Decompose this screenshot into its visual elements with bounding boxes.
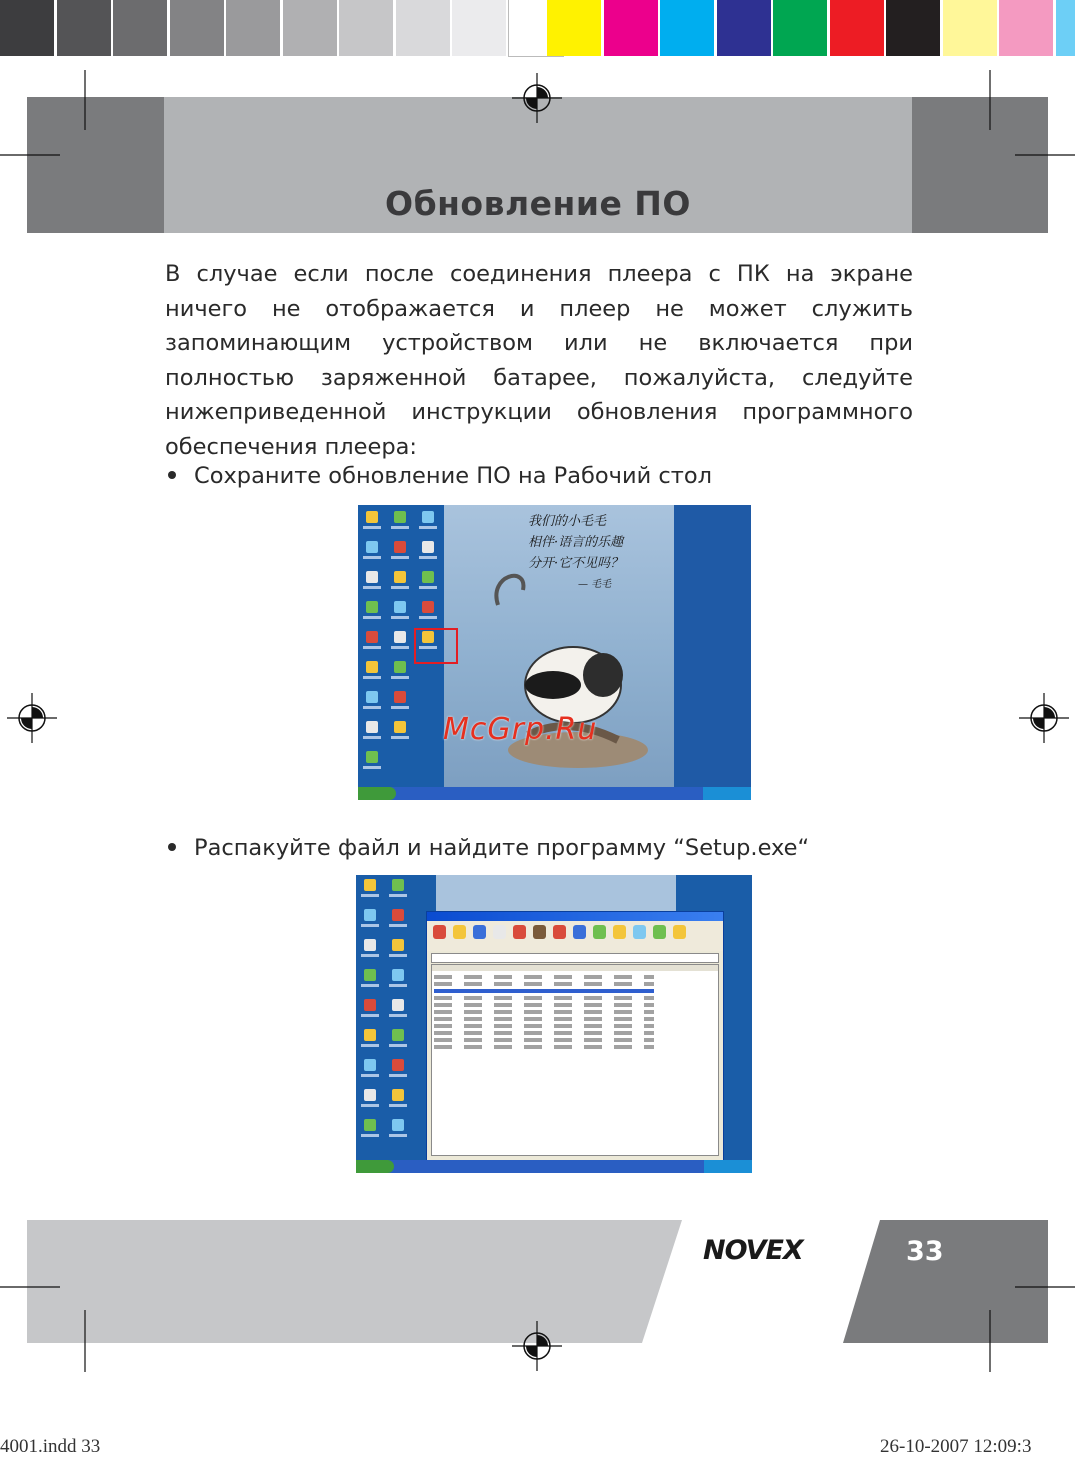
desktop-file-icon [366,571,378,583]
desktop-icon-label [389,1074,407,1077]
highlight-box [414,628,458,664]
desktop-file-icon [366,751,378,763]
registration-mark-icon [7,693,57,743]
toolbar-tool-icon [653,925,666,939]
desktop-icon-label [363,676,381,679]
desktop-file-icon [364,909,376,921]
desktop-file-icon [366,511,378,523]
gray-swatch [226,0,280,56]
desktop-file-icon [392,999,404,1011]
toolbar-tool-icon [473,925,486,939]
desktop-file-icon [422,601,434,613]
toolbar-tool-icon [593,925,606,939]
desktop-file-icon [364,1029,376,1041]
process-swatch [604,0,658,56]
file-row [434,996,654,1000]
desktop-icon-label [361,984,379,987]
desktop-icon-label [419,526,437,529]
desktop-file-icon [364,939,376,951]
toolbar-tool-icon [673,925,686,939]
desktop-file-icon [392,1029,404,1041]
file-row [434,1010,654,1014]
desktop-icon-label [391,616,409,619]
desktop-icon-label [391,646,409,649]
desktop-file-icon [392,939,404,951]
desktop-icon-label [363,586,381,589]
registration-mark-icon [512,73,562,123]
toolbar-tool-icon [553,925,566,939]
start-button [358,787,396,800]
desktop-file-icon [364,1119,376,1131]
file-row [434,989,654,993]
slug-left: 4001.indd 33 [0,1436,101,1457]
watermark: McGrp.Ru [443,712,598,747]
bullet-icon [168,843,176,851]
header-right-block [912,97,1048,233]
desktop-icon-label [391,736,409,739]
color-bar [0,0,1075,58]
bullet-icon [168,471,176,479]
desktop-icon-label [391,556,409,559]
desktop-icon-label [389,1104,407,1107]
toolbar-tool-icon [533,925,546,939]
desktop-file-icon [364,1059,376,1071]
file-row [434,1038,654,1042]
desktop-icon-label [419,616,437,619]
archive-screenshot [356,875,752,1173]
desktop-file-icon [366,541,378,553]
desktop-icon-label [389,984,407,987]
desktop-icon-label [361,1074,379,1077]
toolbar-tool-icon [573,925,586,939]
desktop-icon-label [419,556,437,559]
registration-mark-icon [512,1321,562,1371]
process-swatch [547,0,601,56]
desktop-icon-label [363,556,381,559]
desktop-icon-label [363,766,381,769]
toolbar-tool-icon [453,925,466,939]
gray-swatch [396,0,450,56]
file-row [434,1017,654,1021]
desktop-file-icon [422,511,434,523]
calligraphy-line: — 毛毛 [578,579,612,590]
desktop-file-icon [364,1089,376,1101]
desktop-icon-label [391,586,409,589]
gray-swatch [170,0,224,56]
desktop-icon-label [363,526,381,529]
system-tray [704,1160,752,1173]
desktop-file-icon [394,511,406,523]
desktop-file-icon [366,691,378,703]
header-left-block [27,97,164,233]
desktop-icon-label [363,616,381,619]
process-swatch [1056,0,1075,56]
wallpaper-right-panel [674,505,751,789]
window-titlebar [427,912,723,921]
desktop-file-icon [394,631,406,643]
desktop-file-icon [394,661,406,673]
toolbar-tool-icon [633,925,646,939]
file-row [434,1003,654,1007]
calligraphy-line: 相伴·语言的乐趣 [528,535,624,550]
desktop-icon-label [361,1014,379,1017]
calligraphy-line: 分开·它不见吗？ [528,556,624,571]
desktop-file-icon [392,909,404,921]
address-bar [431,953,719,963]
file-row [434,1045,654,1049]
desktop-icon-label [361,894,379,897]
taskbar [356,1160,752,1173]
taskbar [358,787,751,800]
registration-mark-icon [1019,693,1069,743]
wallpaper [436,875,676,915]
desktop-screenshot [358,505,751,800]
desktop-icon-label [389,1044,407,1047]
file-row [434,1024,654,1028]
desktop-file-icon [392,1089,404,1101]
gray-swatch [283,0,337,56]
gray-swatch [339,0,393,56]
calligraphy-line: 我们的小毛毛 [528,514,607,529]
desktop-file-icon [364,879,376,891]
process-swatch [999,0,1053,56]
desktop-icon-label [391,676,409,679]
process-swatch [773,0,827,56]
desktop-file-icon [364,999,376,1011]
desktop-file-icon [366,631,378,643]
step-2 [168,835,809,861]
desktop-icon-label [361,954,379,957]
desktop-file-icon [422,541,434,553]
page-title: Обновление ПО [385,184,691,223]
file-row [434,1031,654,1035]
desktop-icon-label [363,646,381,649]
process-swatch [717,0,771,56]
dog-illustration [468,565,668,785]
step-2-text: Распакуйте файл и найдите программу “Setup.exe“ [194,835,810,861]
desktop-icon-label [389,924,407,927]
desktop-file-icon [392,969,404,981]
desktop-icon-label [363,736,381,739]
desktop-icon-label [389,894,407,897]
process-swatch [660,0,714,56]
page-number: 33 [906,1236,944,1267]
desktop-file-icon [394,691,406,703]
file-list [431,964,719,1156]
desktop-file-icon [392,1119,404,1131]
brand-logo: NOVEX [703,1235,803,1266]
desktop-file-icon [364,969,376,981]
process-swatch [830,0,884,56]
desktop-icon-label [361,1104,379,1107]
desktop-icon-label [361,1134,379,1137]
instruction-paragraph: В случае если после соединения плеера с ПК на экране ничего не отображается и плеер не может служить запоминающим устройством или не включается при полностью заряженной батарее, пожалуйста, следуйте нижеприведенной инструкции обновления программного обеспечения плеера: [165,261,913,460]
desktop-file-icon [394,721,406,733]
gray-swatch [452,0,506,56]
toolbar-tool-icon [493,925,506,939]
window-toolbar [427,921,723,951]
desktop-icon-label [389,1134,407,1137]
desktop-file-icon [366,601,378,613]
gray-swatch [0,0,54,56]
desktop-icon-label [361,924,379,927]
desktop-icon-label [419,586,437,589]
toolbar-tool-icon [513,925,526,939]
desktop-file-icon [392,1059,404,1071]
toolbar-tool-icon [433,925,446,939]
desktop-icon-label [391,706,409,709]
process-swatch [943,0,997,56]
file-list-header [432,965,718,971]
desktop-icon-label [389,954,407,957]
file-row [434,982,654,986]
process-swatch [886,0,940,56]
toolbar-tool-icon [613,925,626,939]
desktop-file-icon [422,571,434,583]
desktop-file-icon [394,571,406,583]
gray-swatch [113,0,167,56]
archive-window [426,911,724,1161]
system-tray [703,787,751,800]
step-1-text: Сохраните обновление ПО на Рабочий стол [194,463,712,489]
desktop-icon-label [363,706,381,709]
desktop-icon-label [391,526,409,529]
desktop-file-icon [394,541,406,553]
file-row [434,975,654,979]
start-button [356,1160,394,1173]
desktop-file-icon [392,879,404,891]
desktop-file-icon [394,601,406,613]
desktop-icon-label [361,1044,379,1047]
gray-swatch [57,0,111,56]
desktop-file-icon [366,721,378,733]
desktop-icon-label [389,1014,407,1017]
slug-right: 26-10-2007 12:09:3 [880,1436,1032,1457]
step-1 [168,463,712,489]
desktop-file-icon [366,661,378,673]
